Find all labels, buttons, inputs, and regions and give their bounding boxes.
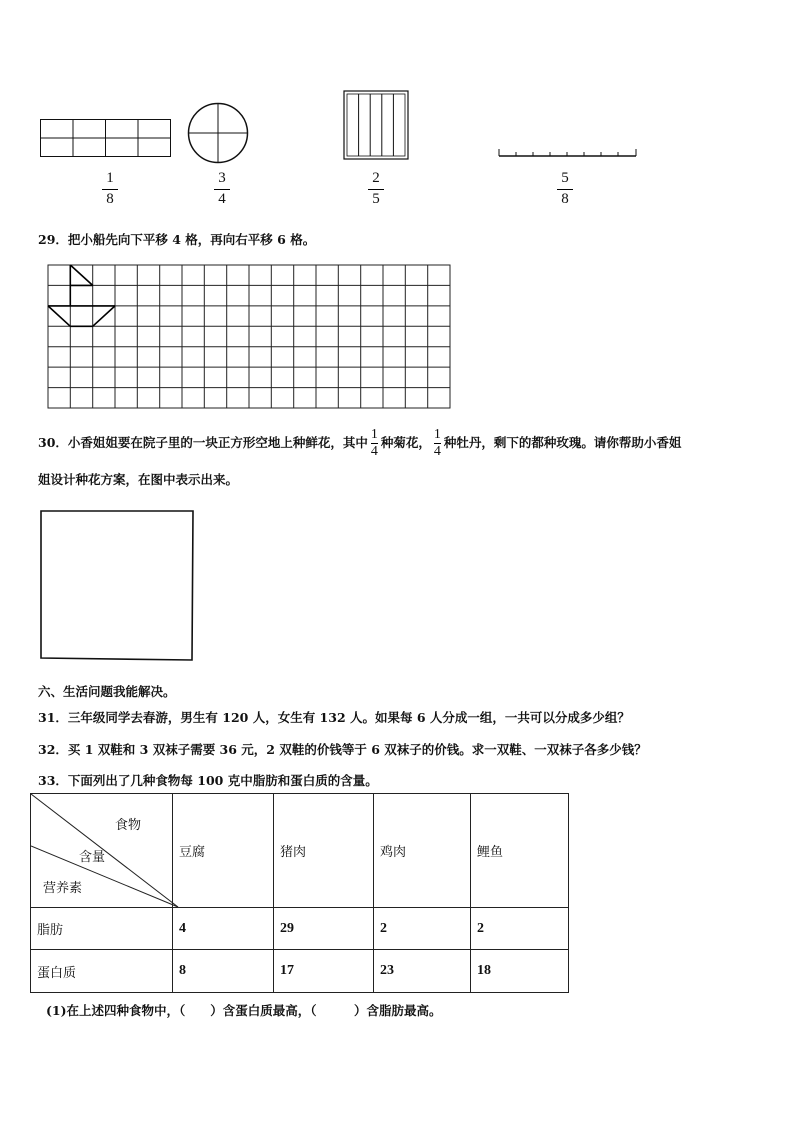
boat-grid [46, 263, 452, 411]
square-plot [38, 508, 196, 664]
table-row [31, 908, 569, 950]
row-label-fat: 脂肪 [31, 908, 173, 950]
boat-shape [48, 265, 115, 326]
figure-rectangle-grid [40, 118, 172, 160]
column-header-carp: 鲤鱼 [471, 794, 569, 908]
table-cell: 29 [274, 908, 374, 950]
table-cell: 17 [274, 950, 374, 993]
header-amount-label: 含量 [79, 850, 106, 865]
fraction-two-fifths: 2 5 [366, 171, 386, 209]
header-food-label: 食物 [115, 818, 142, 833]
section-6-title: 六、生活问题我能解决。 [38, 684, 176, 699]
column-header-chicken: 鸡肉 [374, 794, 471, 908]
figure-circle [187, 102, 249, 164]
table-cell: 4 [173, 908, 274, 950]
figure-striped-rectangle [343, 89, 409, 161]
fraction-five-eighths: 5 8 [555, 171, 575, 209]
question-31: 31．三年级同学去春游，男生有 120 人，女生有 132 人。如果每 6 人分成一组，一共可以分成多少组？ [38, 710, 630, 725]
table-cell: 23 [374, 950, 471, 993]
table-row [31, 950, 569, 993]
column-header-tofu: 豆腐 [173, 794, 274, 908]
diagonal-header-cell [31, 794, 173, 908]
fraction-three-quarters: 3 4 [212, 171, 232, 209]
fraction-quarter-chrysanthemum: $\frac{1}{4}$ [370, 427, 378, 459]
fraction-one-eighth: 1 8 [100, 171, 120, 209]
fraction-quarter-peony: $\frac{1}{4}$ [433, 427, 441, 459]
nutrition-table [30, 793, 569, 993]
column-header-pork: 猪肉 [274, 794, 374, 908]
header-nutrient-label: 营养素 [43, 881, 83, 896]
row-label-protein: 蛋白质 [31, 950, 173, 993]
question-33: 33．下面列出了几种食物每 100 克中脂肪和蛋白质的含量。 [38, 773, 378, 788]
table-cell: 18 [471, 950, 569, 993]
table-cell: 8 [173, 950, 274, 993]
question-30-line2: 姐设计种花方案，在图中表示出来。 [38, 472, 239, 487]
question-33-sub1: (1)在上述四种食物中，（ ）含蛋白质最高，（ ）含脂肪最高。 [46, 1003, 442, 1018]
figure-segment-line [497, 145, 639, 159]
question-30-line1: 30．小香姐姐要在院子里的一块正方形空地上种鲜花，其中 $\frac{1}{4}$ 种菊花， $\frac{1}{4}$ 种牡丹，剩下的都种玫瑰。请你帮助小香姐 [38, 427, 682, 459]
table-cell: 2 [471, 908, 569, 950]
question-32: 32．买 1 双鞋和 3 双袜子需要 36 元，2 双鞋的价钱等于 6 双袜子的价钱。求一双鞋、一双袜子各多少钱？ [38, 742, 647, 757]
question-29: 29．把小船先向下平移 4 格，再向右平移 6 格。 [38, 232, 316, 247]
table-cell: 2 [374, 908, 471, 950]
